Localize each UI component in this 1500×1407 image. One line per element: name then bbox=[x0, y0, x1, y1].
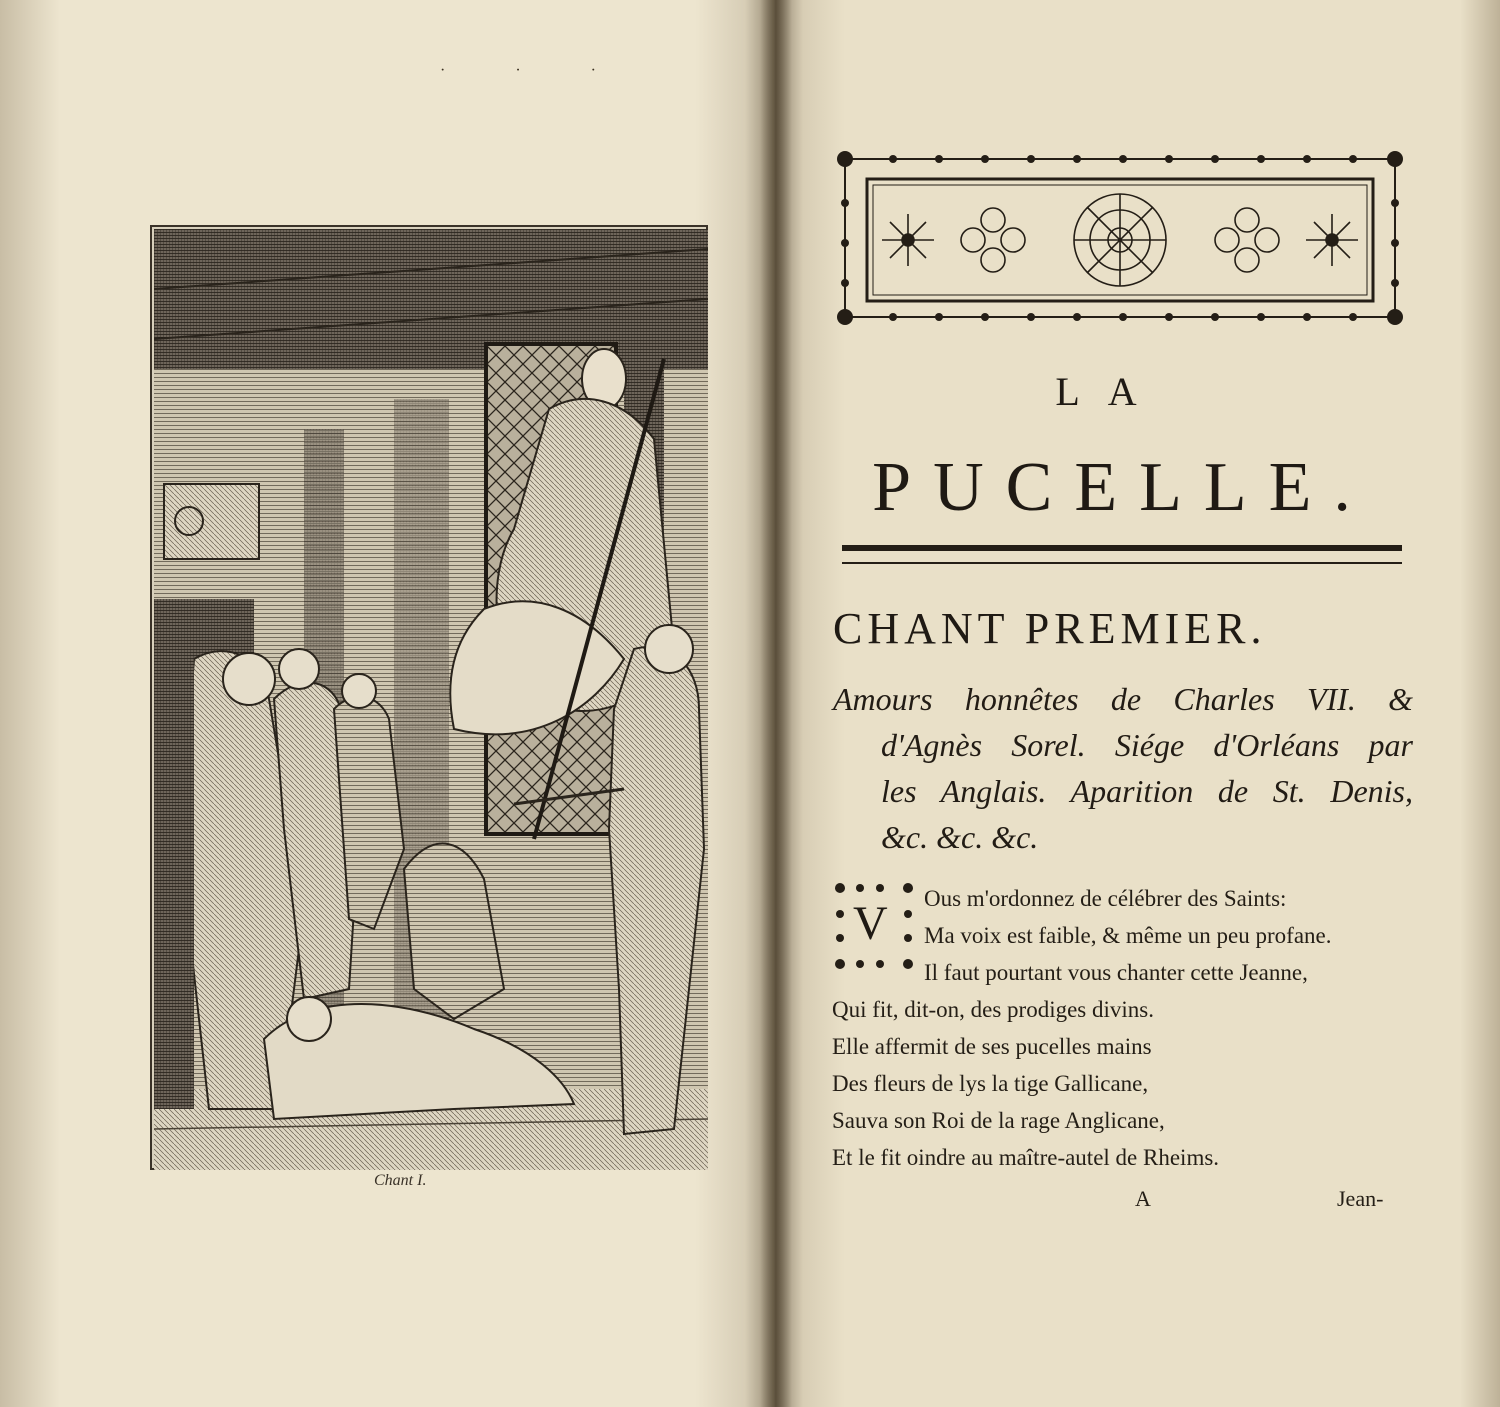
argument-line: &c. &c. &c. bbox=[881, 819, 1039, 855]
catchword: Jean- bbox=[1337, 1186, 1384, 1211]
verse-line: Il faut pourtant vous chanter cette Jeanne, bbox=[924, 960, 1308, 985]
verse-line: Ous m'ordonnez de célébrer des Saints: bbox=[924, 886, 1287, 911]
title-pucelle: PUCELLE. bbox=[872, 449, 1373, 526]
title-rule-thin bbox=[842, 562, 1402, 564]
argument-line: Amours honnêtes de Charles VII. & bbox=[833, 681, 1413, 717]
verse-line: Et le fit oindre au maître-autel de Rheims. bbox=[832, 1145, 1220, 1170]
engraving-caption: Chant I. bbox=[374, 1172, 427, 1189]
verse-line: Des fleurs de lys la tige Gallicane, bbox=[832, 1071, 1149, 1096]
argument-line: d'Agnès Sorel. Siége d'Orléans par bbox=[881, 727, 1413, 763]
drop-cap-letter: V bbox=[853, 897, 888, 950]
frontispiece-engraving bbox=[150, 225, 708, 1170]
signature-mark: A bbox=[1135, 1186, 1151, 1211]
chant-heading: CHANT PREMIER. bbox=[833, 604, 1267, 653]
book-gutter bbox=[760, 0, 792, 1407]
verse-line: Qui fit, dit-on, des prodiges divins. bbox=[832, 997, 1154, 1022]
verse-block bbox=[832, 880, 1412, 1176]
verse-line: Ma voix est faible, & même un peu profane. bbox=[924, 923, 1332, 948]
chant-argument bbox=[833, 676, 1413, 860]
title-la: LA bbox=[1055, 369, 1165, 414]
argument-line: les Anglais. Aparition de St. Denis, bbox=[881, 773, 1413, 809]
page-specks: ··· bbox=[440, 62, 666, 79]
ornamental-headpiece bbox=[833, 143, 1407, 333]
verse-line: Elle affermit de ses pucelles mains bbox=[832, 1034, 1152, 1059]
engraving-illustration bbox=[154, 229, 708, 1170]
verse-line: Sauva son Roi de la rage Anglicane, bbox=[832, 1108, 1165, 1133]
title-rule-thick bbox=[842, 545, 1402, 551]
